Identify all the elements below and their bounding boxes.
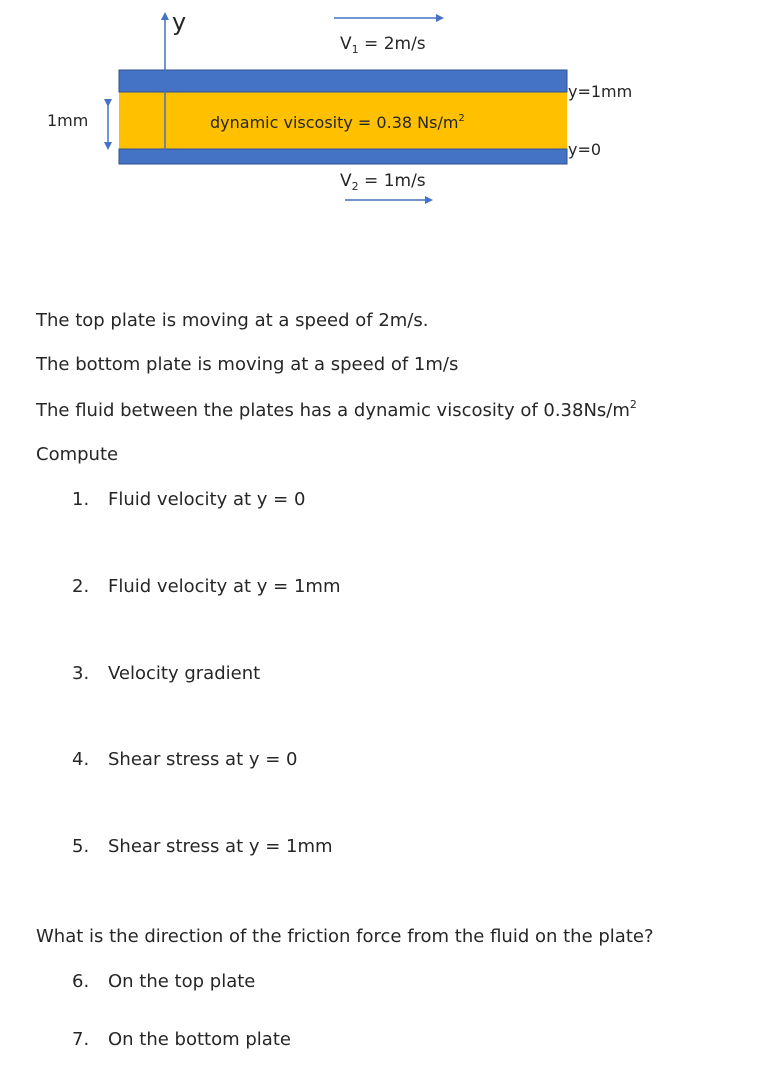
list-item-number: 1. xyxy=(72,489,90,510)
list-item-text: On the bottom plate xyxy=(108,1029,291,1050)
list-item-number: 4. xyxy=(72,749,90,770)
bottom-plate-position-label: y=0 xyxy=(568,140,602,159)
top-plate-position-label: y=1mm xyxy=(568,82,633,101)
y-axis-label: y xyxy=(172,8,187,36)
list-item-number: 5. xyxy=(72,836,90,857)
list-item-number: 3. xyxy=(72,663,90,684)
top-velocity-label: $V_1 = 2m/s$ xyxy=(340,34,426,56)
bottom-plate xyxy=(119,149,567,164)
bottom-velocity-label: $V_2 = 1m/s$ xyxy=(340,171,426,193)
flow-diagram xyxy=(0,0,758,220)
statement-viscosity-text: The fluid between the plates has a dynamic viscosity of 0.38Ns/m xyxy=(36,400,630,421)
list-item-number: 7. xyxy=(72,1029,90,1050)
statement-viscosity xyxy=(36,400,637,422)
top-plate xyxy=(119,70,567,92)
list-item-number: 2. xyxy=(72,576,90,597)
statement-top-plate: The top plate is moving at a speed of 2m/s. xyxy=(36,310,429,331)
statement-viscosity-exponent: 2 xyxy=(629,398,637,411)
statement-bottom-plate: The bottom plate is moving at a speed of 1m/s xyxy=(36,354,459,375)
list-item-text: Shear stress at y = 1mm xyxy=(108,836,333,857)
list-item-text: Velocity gradient xyxy=(108,663,261,684)
list-item-text: Fluid velocity at y = 0 xyxy=(108,489,306,510)
viscosity-label: dynamic viscosity = 0.38 $Ns/m^2$ xyxy=(210,113,465,132)
list-item-number: 6. xyxy=(72,971,90,992)
list-item-text: Fluid velocity at y = 1mm xyxy=(108,576,341,597)
friction-question: What is the direction of the friction force from the fluid on the plate? xyxy=(36,926,654,947)
list-item-text: Shear stress at y = 0 xyxy=(108,749,298,770)
compute-heading: Compute xyxy=(36,444,119,465)
list-item-text: On the top plate xyxy=(108,971,256,992)
gap-label: 1mm xyxy=(47,111,89,130)
